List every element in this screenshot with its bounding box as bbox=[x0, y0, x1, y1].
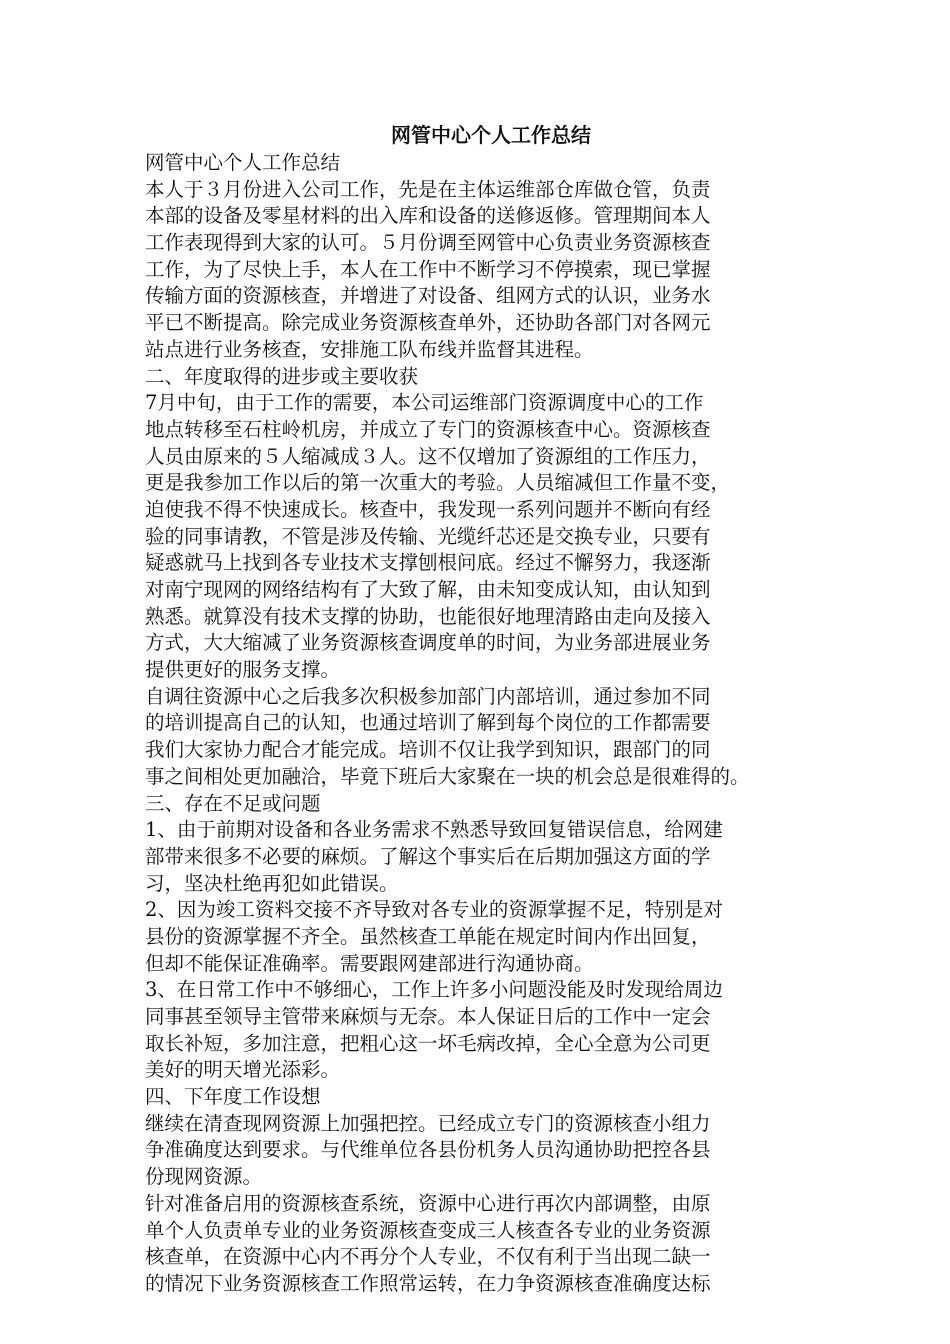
text-line: 我们大家协力配合才能完成。培训不仅让我学到知识，跟部门的同 bbox=[145, 738, 711, 762]
text-line: 但却不能保证准确率。需要跟网建部进行沟通协商。 bbox=[145, 951, 594, 975]
text-line: 3、在日常工作中不够细心，工作上许多小问题没能及时发现给周边 bbox=[145, 978, 723, 1002]
text-line: 事之间相处更加融洽，毕竟下班后大家聚在一块的机会总是很难得的。 bbox=[145, 764, 750, 788]
text-line: 平已不断提高。除完成业务资源核查单外，还协助各部门对各网元 bbox=[145, 311, 711, 335]
text-line: 部带来很多不必要的麻烦。了解这个事实后在后期加强这方面的学 bbox=[145, 844, 711, 868]
text-line: 对南宁现网的网络结构有了大致了解，由未知变成认知，由认知到 bbox=[145, 578, 711, 601]
text-line: 工作表现得到大家的认可。５月份调至网管中心负责业务资源核查 bbox=[145, 231, 711, 255]
text-line: 验的同事请教，不管是涉及传输、光缆纤芯还是交换专业，只要有 bbox=[145, 524, 711, 548]
text-line: 网管中心个人工作总结 bbox=[145, 151, 341, 174]
text-line: 7月中旬，由于工作的需要，本公司运维部门资源调度中心的工作 bbox=[145, 391, 704, 415]
text-line: 更是我参加工作以后的第一次重大的考验。人员缩减但工作量不变， bbox=[145, 471, 731, 495]
text-line: 1、由于前期对设备和各业务需求不熟悉导致回复错误信息，给网建 bbox=[145, 818, 723, 842]
text-line: 美好的明天增光添彩。 bbox=[145, 1058, 341, 1082]
text-line: 迫使我不得不快速成长。核查中，我发现一系列问题并不断向有经 bbox=[145, 497, 711, 521]
text-line: 疑惑就马上找到各专业技术支撑刨根问底。经过不懈努力，我逐渐 bbox=[145, 551, 711, 575]
text-line: 工作，为了尽快上手，本人在工作中不断学习不停摸索，现已掌握 bbox=[145, 257, 711, 281]
text-line: 地点转移至石柱岭机房，并成立了专门的资源核查中心。资源核查 bbox=[145, 417, 711, 441]
text-line: 核查单，在资源中心内不再分个人专业，不仅有利于当出现二缺一 bbox=[145, 1245, 711, 1269]
document-title: 网管中心个人工作总结 bbox=[391, 123, 591, 147]
document-body bbox=[145, 150, 817, 1298]
text-line: 方式，大大缩减了业务资源核查调度单的时间，为业务部进展业务 bbox=[145, 631, 711, 655]
text-line: 熟悉。就算没有技术支撑的协助，也能很好地理清路由走向及接入 bbox=[145, 604, 711, 628]
text-line: 人员由原来的５人缩减成３人。这不仅增加了资源组的工作压力， bbox=[145, 444, 711, 468]
text-line: 的情况下业务资源核查工作照常运转，在力争资源核查准确度达标 bbox=[145, 1271, 711, 1295]
text-line: 针对准备启用的资源核查系统，资源中心进行再次内部调整，由原 bbox=[145, 1191, 711, 1215]
document-page bbox=[145, 120, 817, 1298]
text-line: 单个人负责单专业的业务资源核查变成三人核查各专业的业务资源 bbox=[145, 1218, 711, 1242]
text-line: 习，坚决杜绝再犯如此错误。 bbox=[145, 871, 399, 895]
section-heading: 三、存在不足或问题 bbox=[145, 791, 321, 815]
section-heading: 四、下年度工作设想 bbox=[145, 1085, 321, 1109]
text-line: 县份的资源掌握不齐全。虽然核查工单能在规定时间内作出回复， bbox=[145, 924, 711, 948]
text-line: 继续在清查现网资源上加强把控。已经成立专门的资源核查小组力 bbox=[145, 1111, 711, 1135]
text-line: 同事甚至领导主管带来麻烦与无奈。本人保证日后的工作中一定会 bbox=[145, 1005, 711, 1028]
text-line: 的培训提高自己的认知，也通过培训了解到每个岗位的工作都需要 bbox=[145, 711, 711, 735]
text-line: 本人于３月份进入公司工作，先是在主体运维部仓库做仓管，负责 bbox=[145, 177, 711, 201]
text-line: 站点进行业务核查，安排施工队布线并监督其进程。 bbox=[145, 337, 594, 361]
text-line: 传输方面的资源核查，并增进了对设备、组网方式的认识，业务水 bbox=[145, 284, 711, 308]
text-line: 自调往资源中心之后我多次积极参加部门内部培训，通过参加不同 bbox=[145, 684, 711, 708]
text-line: 取长补短，多加注意，把粗心这一坏毛病改掉，全心全意为公司更 bbox=[145, 1031, 711, 1055]
text-line: 提供更好的服务支撑。 bbox=[145, 658, 341, 682]
text-line: 本部的设备及零星材料的出入库和设备的送修返修。管理期间本人 bbox=[145, 204, 711, 228]
section-heading: 二、年度取得的进步或主要收获 bbox=[145, 364, 419, 388]
text-line: 争准确度达到要求。与代维单位各县份机务人员沟通协助把控各县 bbox=[145, 1138, 711, 1162]
text-line: 2、因为竣工资料交接不齐导致对各专业的资源掌握不足，特别是对 bbox=[145, 898, 723, 922]
text-line: 份现网资源。 bbox=[145, 1165, 263, 1189]
